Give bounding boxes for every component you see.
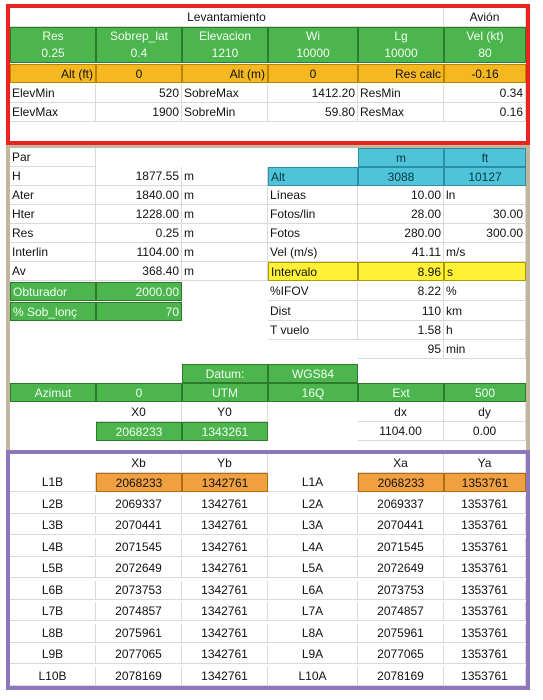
alt-m-cell[interactable]: 3088 [358, 167, 444, 186]
res-calc-label-cell[interactable]: Res calc [358, 64, 444, 83]
ft-header-cell[interactable]: ft [444, 148, 526, 167]
line-a-label[interactable]: L3A [268, 516, 358, 535]
flight-calculation-section [6, 145, 530, 450]
xb-value[interactable]: 2074857 [96, 602, 182, 621]
tvuelo-value[interactable]: 1.58 [358, 321, 444, 340]
ya-value[interactable]: 1353761 [444, 581, 526, 600]
interlin-unit[interactable]: m [182, 243, 268, 262]
line-b-label[interactable]: L2B [10, 495, 96, 514]
dy-value[interactable]: 0.00 [444, 422, 526, 441]
xa-value[interactable]: 2068233 [358, 473, 444, 492]
intervalo-value-cell[interactable]: 8.96 [358, 262, 444, 281]
res-calc-value-cell[interactable]: -0.16 [444, 64, 526, 83]
hter-value[interactable]: 1228.00 [96, 205, 182, 224]
vel-ms-unit[interactable]: m/s [444, 243, 526, 262]
xb-value[interactable]: 2075961 [96, 624, 182, 643]
alt-m-label-cell[interactable]: Alt (m) [182, 64, 268, 83]
vel-kt-input-cell[interactable]: Vel (kt) 80 [444, 27, 526, 63]
line-b-label[interactable]: L9B [10, 645, 96, 664]
yb-value[interactable]: 1342761 [182, 624, 268, 643]
ext-input-cell[interactable]: 500 [444, 383, 526, 402]
xa-value[interactable]: 2073753 [358, 581, 444, 600]
ya-value[interactable]: 1353761 [444, 645, 526, 664]
vel-ms-label[interactable]: Vel (m/s) [268, 243, 358, 262]
tvuelo-min-unit[interactable]: min [444, 340, 526, 359]
title-cell[interactable]: Levantamiento [10, 8, 444, 27]
yb-value[interactable]: 1342761 [182, 602, 268, 621]
alt-m-value-cell[interactable]: 0 [268, 64, 358, 83]
xb-value[interactable]: 2070441 [96, 516, 182, 535]
fotos-lin-value2[interactable]: 30.00 [444, 205, 526, 224]
yb-value[interactable]: 1342761 [182, 473, 268, 492]
dx-label[interactable]: dx [358, 403, 444, 422]
resmin-value[interactable]: 0.34 [444, 84, 526, 103]
intervalo-unit-cell[interactable]: s [444, 262, 526, 281]
xa-value[interactable]: 2078169 [358, 667, 444, 686]
yb-value[interactable]: 1342761 [182, 495, 268, 514]
line-b-label[interactable]: L10B [10, 667, 96, 686]
dx-value[interactable]: 1104.00 [358, 422, 444, 441]
xb-value[interactable]: 2078169 [96, 667, 182, 686]
yb-value[interactable]: 1342761 [182, 667, 268, 686]
datum-value-cell[interactable]: WGS84 [268, 364, 358, 383]
tvuelo-min-value[interactable]: 95 [358, 340, 444, 359]
sobremin-value[interactable]: 59.80 [268, 103, 358, 122]
survey-parameters-section [6, 4, 530, 145]
fotos-value[interactable]: 280.00 [358, 224, 444, 243]
hter-label[interactable]: Hter [10, 205, 96, 224]
xb-value[interactable]: 2068233 [96, 473, 182, 492]
xa-value[interactable]: 2075961 [358, 624, 444, 643]
x0-input-cell[interactable]: 2068233 [96, 422, 182, 441]
res-unit[interactable]: m [182, 224, 268, 243]
av-label[interactable]: Av [10, 262, 96, 281]
line-b-label[interactable]: L1B [10, 473, 96, 492]
xa-value[interactable]: 2071545 [358, 538, 444, 557]
line-a-label[interactable]: L8A [268, 624, 358, 643]
flight-lines-section [6, 450, 530, 690]
line-b-label[interactable]: L7B [10, 602, 96, 621]
line-b-label[interactable]: L3B [10, 516, 96, 535]
interlin-value[interactable]: 1104.00 [96, 243, 182, 262]
tvuelo-unit[interactable]: h [444, 321, 526, 340]
alt-label-cell[interactable]: Alt [268, 167, 358, 186]
ya-value[interactable]: 1353761 [444, 473, 526, 492]
ya-header[interactable]: Ya [444, 454, 526, 473]
fotos-lin-label[interactable]: Fotos/lin [268, 205, 358, 224]
elevacion-input-cell[interactable]: Elevacion 1210 [182, 27, 268, 63]
av-value[interactable]: 368.40 [96, 262, 182, 281]
resmin-label[interactable]: ResMin [358, 84, 444, 103]
ifov-unit[interactable]: % [444, 282, 526, 301]
resmax-value[interactable]: 0.16 [444, 103, 526, 122]
ya-value[interactable]: 1353761 [444, 624, 526, 643]
m-header-cell[interactable]: m [358, 148, 444, 167]
line-a-label[interactable]: L1A [268, 473, 358, 492]
xb-value[interactable]: 2072649 [96, 559, 182, 578]
res-label[interactable]: Res [10, 224, 96, 243]
obturador-label-cell[interactable]: Obturador [10, 282, 96, 301]
yb-value[interactable]: 1342761 [182, 559, 268, 578]
azimut-label-cell[interactable]: Azimut [10, 383, 96, 402]
obturador-input-cell[interactable]: 2000.00 [96, 282, 182, 301]
xb-value[interactable]: 2069337 [96, 495, 182, 514]
tvuelo-label[interactable]: T vuelo [268, 321, 358, 340]
alt-ft-cell[interactable]: 10127 [444, 167, 526, 186]
sobremin-label[interactable]: SobreMin [182, 103, 268, 122]
intervalo-label-cell[interactable]: Intervalo [268, 262, 358, 281]
ext-label-cell[interactable]: Ext [358, 383, 444, 402]
yb-value[interactable]: 1342761 [182, 538, 268, 557]
ya-value[interactable]: 1353761 [444, 559, 526, 578]
h-value[interactable]: 1877.55 [96, 167, 182, 186]
y0-input-cell[interactable]: 1343261 [182, 422, 268, 441]
dist-value[interactable]: 110 [358, 302, 444, 321]
av-unit[interactable]: m [182, 262, 268, 281]
sob-lon-label-cell[interactable]: % Sob_lonç [10, 302, 96, 321]
line-a-label[interactable]: L10A [268, 667, 358, 686]
par-label[interactable]: Par [10, 148, 96, 167]
sob-lon-input-cell[interactable]: 70 [96, 302, 182, 321]
utm-label-cell[interactable]: UTM [182, 383, 268, 402]
h-label[interactable]: H [10, 167, 96, 186]
ater-unit[interactable]: m [182, 186, 268, 205]
datum-label-cell[interactable]: Datum: [182, 364, 268, 383]
lg-input-cell[interactable]: Lg 10000 [358, 27, 444, 63]
xb-value[interactable]: 2077065 [96, 645, 182, 664]
dist-label[interactable]: Dist [268, 302, 358, 321]
line-b-label[interactable]: L8B [10, 624, 96, 643]
ya-value[interactable]: 1353761 [444, 538, 526, 557]
y0-label[interactable]: Y0 [182, 403, 268, 422]
resmax-label[interactable]: ResMax [358, 103, 444, 122]
fotos-lin-value[interactable]: 28.00 [358, 205, 444, 224]
res-input-cell[interactable]: Res 0.25 [10, 27, 96, 63]
azimut-input-cell[interactable]: 0 [96, 383, 182, 402]
ya-value[interactable]: 1353761 [444, 516, 526, 535]
ater-value[interactable]: 1840.00 [96, 186, 182, 205]
line-a-label[interactable]: L5A [268, 559, 358, 578]
sobremax-value[interactable]: 1412.20 [268, 84, 358, 103]
elevmax-label[interactable]: ElevMax [10, 103, 96, 122]
ya-value[interactable]: 1353761 [444, 667, 526, 686]
yb-header[interactable]: Yb [182, 454, 268, 473]
alt-ft-value-cell[interactable]: 0 [96, 64, 182, 83]
interlin-label[interactable]: Interlin [10, 243, 96, 262]
elevmax-value[interactable]: 1900 [96, 103, 182, 122]
yb-value[interactable]: 1342761 [182, 516, 268, 535]
elevmin-label[interactable]: ElevMin [10, 84, 96, 103]
line-b-label[interactable]: L5B [10, 559, 96, 578]
line-a-label[interactable]: L9A [268, 645, 358, 664]
lineas-unit[interactable]: ln [444, 186, 526, 205]
hter-unit[interactable]: m [182, 205, 268, 224]
lineas-label[interactable]: Líneas [268, 186, 358, 205]
xa-value[interactable]: 2074857 [358, 602, 444, 621]
h-unit[interactable]: m [182, 167, 268, 186]
x0-label[interactable]: X0 [96, 403, 182, 422]
lineas-value[interactable]: 10.00 [358, 186, 444, 205]
xa-value[interactable]: 2069337 [358, 495, 444, 514]
xb-value[interactable]: 2071545 [96, 538, 182, 557]
res-value[interactable]: 0.25 [96, 224, 182, 243]
xa-value[interactable]: 2077065 [358, 645, 444, 664]
xb-header[interactable]: Xb [96, 454, 182, 473]
ater-label[interactable]: Ater [10, 186, 96, 205]
yb-value[interactable]: 1342761 [182, 581, 268, 600]
zone-input-cell[interactable]: 16Q [268, 383, 358, 402]
line-a-label[interactable]: L6A [268, 581, 358, 600]
title2-cell[interactable]: Avión [444, 8, 526, 27]
sobrep-lat-input-cell[interactable]: Sobrep_lat 0.4 [96, 27, 182, 63]
dist-unit[interactable]: km [444, 302, 526, 321]
alt-ft-label-cell[interactable]: Alt (ft) [10, 64, 96, 83]
line-a-label[interactable]: L4A [268, 538, 358, 557]
ifov-label[interactable]: %IFOV [268, 282, 358, 301]
ya-value[interactable]: 1353761 [444, 602, 526, 621]
line-a-label[interactable]: L2A [268, 495, 358, 514]
fotos-label[interactable]: Fotos [268, 224, 358, 243]
elevmin-value[interactable]: 520 [96, 84, 182, 103]
ifov-value[interactable]: 8.22 [358, 282, 444, 301]
ya-value[interactable]: 1353761 [444, 495, 526, 514]
xa-value[interactable]: 2072649 [358, 559, 444, 578]
yb-value[interactable]: 1342761 [182, 645, 268, 664]
line-b-label[interactable]: L6B [10, 581, 96, 600]
fotos-value2[interactable]: 300.00 [444, 224, 526, 243]
xa-value[interactable]: 2070441 [358, 516, 444, 535]
xb-value[interactable]: 2073753 [96, 581, 182, 600]
line-a-label[interactable]: L7A [268, 602, 358, 621]
dy-label[interactable]: dy [444, 403, 526, 422]
vel-ms-value[interactable]: 41.11 [358, 243, 444, 262]
sobremax-label[interactable]: SobreMax [182, 84, 268, 103]
line-b-label[interactable]: L4B [10, 538, 96, 557]
xa-header[interactable]: Xa [358, 454, 444, 473]
wi-input-cell[interactable]: Wi 10000 [268, 27, 358, 63]
